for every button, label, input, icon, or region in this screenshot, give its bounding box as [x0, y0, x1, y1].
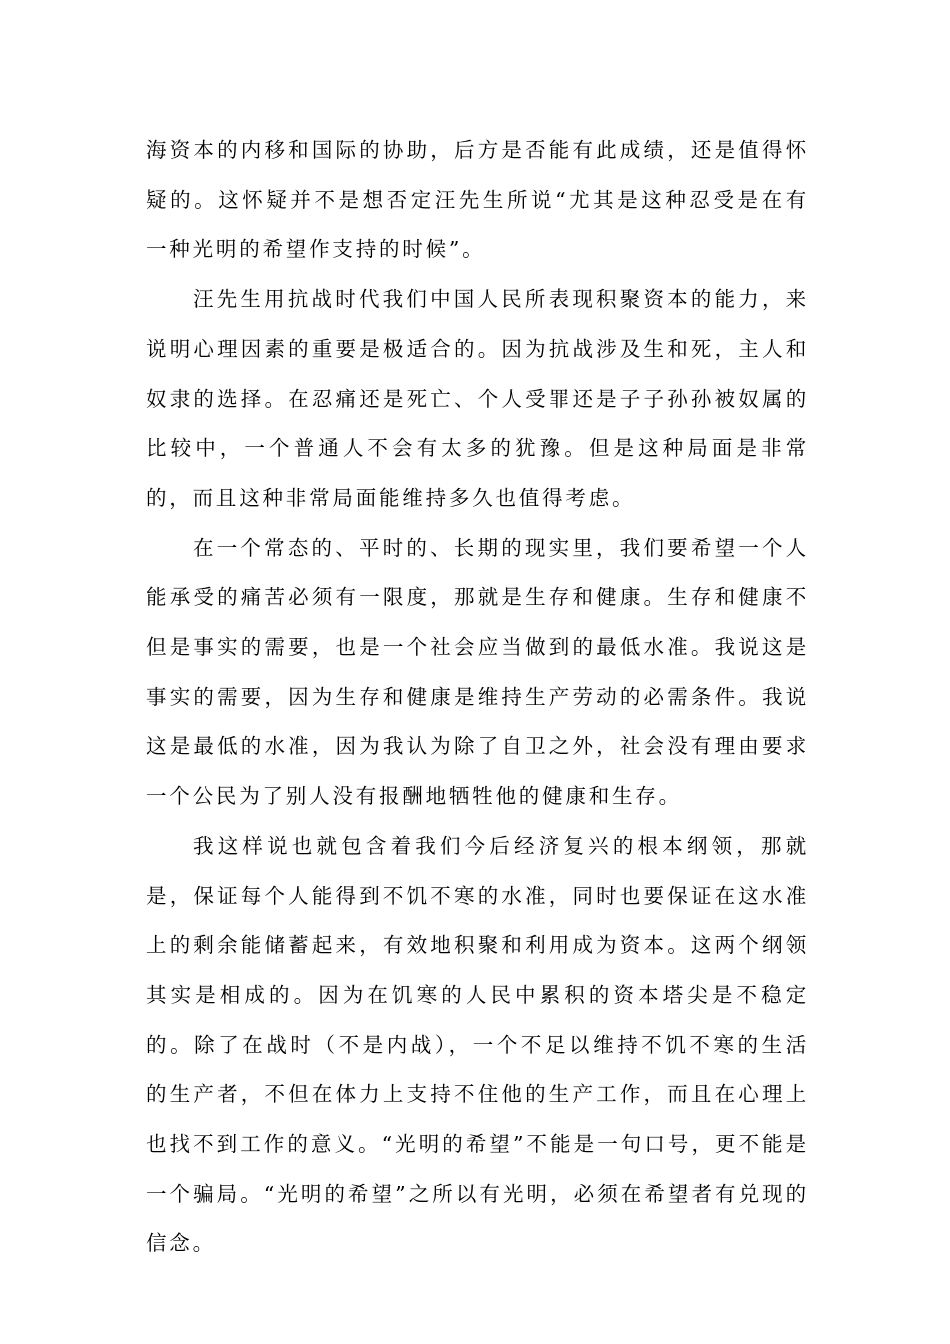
paragraph: 在一个常态的、平时的、长期的现实里，我们要希望一个人能承受的痛苦必须有一限度，那就是生存和健康。生存和健康不但是事实的需要，也是一个社会应当做到的最低水准。我说这是事实的需要，因为生存和健康是维持生产劳动的必需条件。我说这是最低的水准，因为我认为除了自卫之外，社会没有理由要求一个公民为了别人没有报酬地牺牲他的健康和生存。: [146, 535, 809, 809]
paragraph: 汪先生用抗战时代我们中国人民所表现积聚资本的能力，来说明心理因素的重要是极适合的。因为抗战涉及生和死，主人和奴隶的选择。在忍痛还是死亡、个人受罪还是子子孙孙被奴属的比较中，一个普通人不会有太多的犹豫。但是这种局面是非常的，而且这种非常局面能维持多久也值得考虑。: [146, 287, 809, 510]
paragraph: 我这样说也就包含着我们今后经济复兴的根本纲领，那就是，保证每个人能得到不饥不寒的水准，同时也要保证在这水准上的剩余能储蓄起来，有效地积聚和利用成为资本。这两个纲领其实是相成的。因为在饥寒的人民中累积的资本塔尖是不稳定的。除了在战时（不是内战），一个不足以维持不饥不寒的生活的生产者，不但在体力上支持不住他的生产工作，而且在心理上也找不到工作的意义。“光明的希望”不能是一句口号，更不能是一个骗局。“光明的希望”之所以有光明，必须在希望者有兑现的信念。: [146, 833, 809, 1256]
body-text: [146, 126, 809, 1269]
paragraph-continued: 海资本的内移和国际的协助，后方是否能有此成绩，还是值得怀疑的。这怀疑并不是想否定汪先生所说“尤其是这种忍受是在有一种光明的希望作支持的时候”。: [146, 138, 809, 262]
